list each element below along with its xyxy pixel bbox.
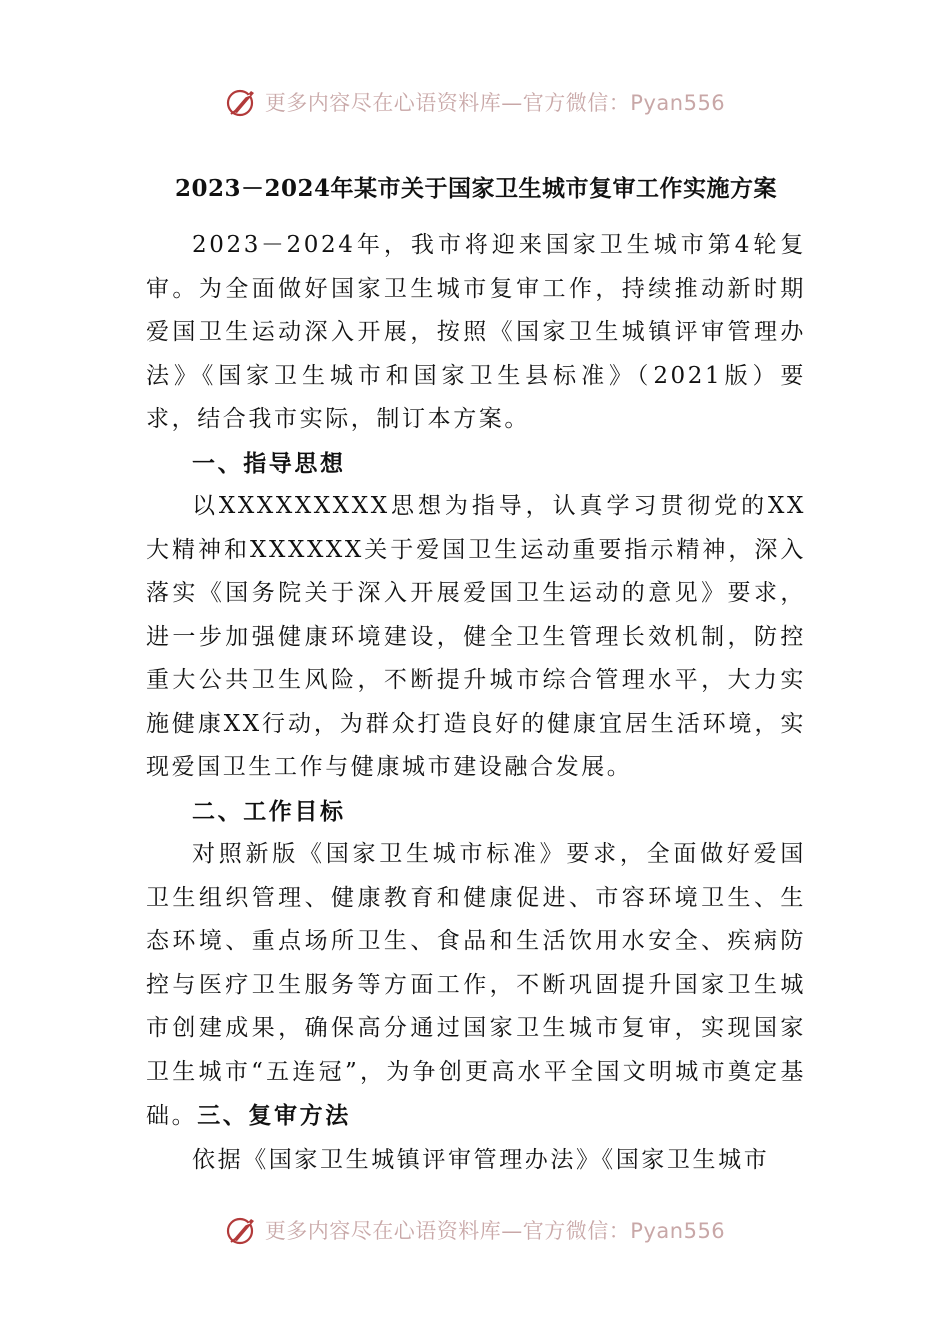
document-title: 2023－2024年某市关于国家卫生城市复审工作实施方案 (174, 175, 778, 202)
quill-pen-circle-icon (225, 85, 259, 119)
watermark-banner-top (0, 82, 950, 122)
watermark-text: 更多内容尽在心语资料库—官方微信：Pyan556 (264, 91, 726, 115)
document-body (146, 160, 806, 1182)
section-body-work-goals (146, 833, 806, 1139)
section-body-review-method: 依据《国家卫生城镇评审管理办法》《国家卫生城市 (192, 1146, 770, 1173)
section-heading-guiding-ideology: 一、指导思想 (192, 449, 346, 477)
section-heading-work-goals: 二、工作目标 (192, 797, 346, 825)
section-heading-review-method: 三、复审方法 (197, 1102, 351, 1129)
section-body-work-goals-text: 对照新版《国家卫生城市标准》要求，全面做好爱国卫生组织管理、健康教育和健康促进、市容环境卫生、生态环境、重点场所卫生、食品和生活饮用水安全、疾病防控与医疗卫生服务等方面工作，不断巩固提升国家卫生城市创建成果，确保高分通过国家卫生城市复审，实现国家卫生城市“五连冠”，为争创更高水平全国文明城市奠定基础。 (146, 841, 806, 1129)
section-body-guiding-ideology: 以XXXXXXXXX思想为指导，认真学习贯彻党的XX大精神和XXXXXX关于爱国卫生运动重要指示精神，深入落实《国务院关于深入开展爱国卫生运动的意见》要求，进一步加强健康环境建设，健全卫生管理长效机制，防控重大公共卫生风险，不断提升城市综合管理水平，大力实施健康XX行动，为群众打造良好的健康宜居生活环境，实现爱国卫生工作与健康城市建设融合发展。 (146, 493, 806, 780)
watermark-banner-bottom (0, 1210, 950, 1250)
intro-paragraph: 2023－2024年，我市将迎来国家卫生城市第4轮复审。为全面做好国家卫生城市复审工作，持续推动新时期爱国卫生运动深入开展，按照《国家卫生城镇评审管理办法》《国家卫生城市和国家卫生县标准》（2021版）要求，结合我市实际，制订本方案。 (146, 232, 806, 432)
quill-pen-circle-icon (225, 1213, 259, 1247)
watermark-text: 更多内容尽在心语资料库—官方微信：Pyan556 (264, 1219, 726, 1243)
